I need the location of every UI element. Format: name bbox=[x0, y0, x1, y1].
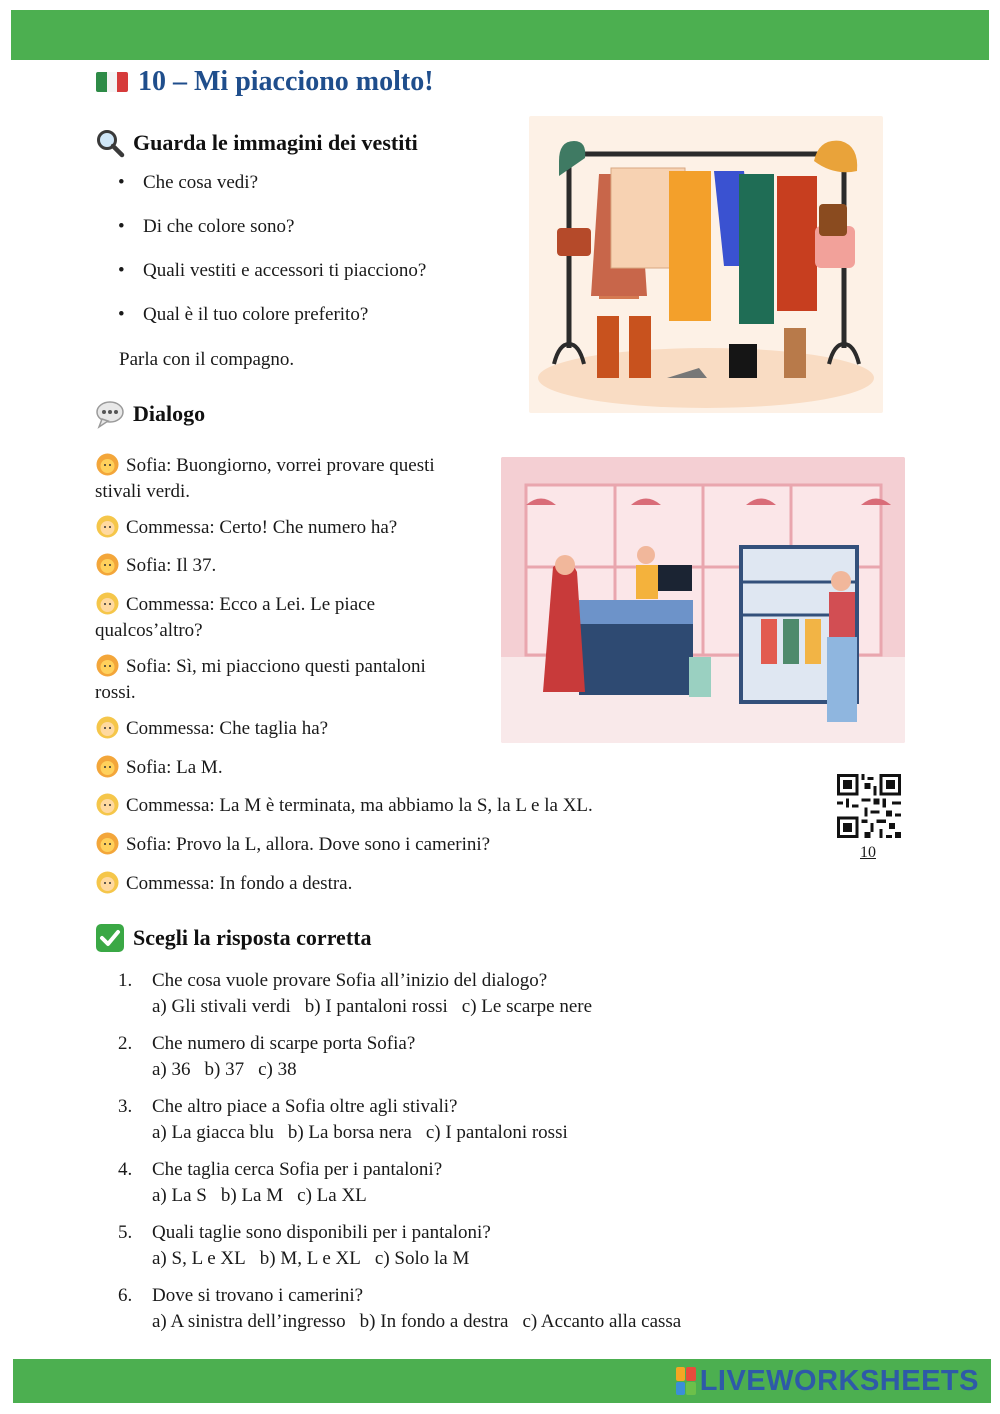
dialog-line: Commessa: La M è terminata, ma abbiamo la S, la L e la XL. bbox=[95, 792, 593, 819]
quiz-question: 2. Che numero di scarpe porta Sofia? a) 36 b) 37 c) 38 bbox=[118, 1033, 416, 1080]
quiz-question: 1. Che cosa vuole provare Sofia all’inizio del dialogo? a) Gli stivali verdi b) I pantaloni rossi c) Le scarpe nere bbox=[118, 970, 593, 1017]
clothes-rack-illustration bbox=[529, 116, 883, 413]
answer-option[interactable]: c) La XL bbox=[297, 1185, 367, 1206]
dialog-line: Commessa: In fondo a destra. bbox=[95, 870, 352, 897]
answer-option[interactable]: c) 38 bbox=[258, 1059, 297, 1080]
look-question-list bbox=[118, 172, 426, 348]
list-item: • Quali vestiti e accessori ti piacciono? bbox=[118, 260, 426, 304]
page-title-text: 10 – Mi piacciono molto! bbox=[138, 66, 434, 97]
quiz-question: 4. Che taglia cerca Sofia per i pantaloni? a) La S b) La M c) La XL bbox=[118, 1159, 443, 1206]
answer-option[interactable]: c) Le scarpe nere bbox=[461, 996, 593, 1017]
sofia-emoji-icon bbox=[95, 831, 120, 856]
page-title bbox=[96, 66, 434, 98]
list-item: • Di che colore sono? bbox=[118, 216, 426, 260]
shop-assistant-emoji-icon bbox=[95, 792, 120, 817]
dialog-line: Sofia: La M. bbox=[95, 754, 223, 781]
answer-option[interactable]: b) In fondo a destra bbox=[359, 1311, 509, 1332]
sofia-emoji-icon bbox=[95, 653, 120, 678]
dialog-line: Sofia: Il 37. bbox=[95, 552, 216, 579]
answer-option[interactable]: a) La giacca blu bbox=[152, 1122, 274, 1143]
dialog-line: Sofia: Provo la L, allora. Dove sono i camerini? bbox=[95, 831, 490, 858]
quiz-question: 6. Dove si trovano i camerini? a) A sinistra dell’ingresso b) In fondo a destra c) Accanto alla cassa bbox=[118, 1285, 682, 1332]
italy-flag-icon bbox=[96, 72, 128, 92]
dialog-line: Commessa: Che taglia ha? bbox=[95, 715, 328, 742]
dialog-heading-text: Dialogo bbox=[133, 401, 206, 426]
answer-option[interactable]: b) La borsa nera bbox=[287, 1122, 412, 1143]
bottom-banner bbox=[13, 1359, 991, 1403]
qr-code-link[interactable]: 10 bbox=[860, 844, 876, 861]
list-item: • Qual è il tuo colore preferito? bbox=[118, 304, 426, 348]
sofia-emoji-icon bbox=[95, 552, 120, 577]
check-mark-icon bbox=[95, 923, 125, 953]
quiz-question: 5. Quali taglie sono disponibili per i pantaloni? a) S, L e XL b) M, L e XL c) Solo la M bbox=[118, 1222, 491, 1269]
quiz-question-list bbox=[118, 968, 695, 1346]
answer-option[interactable]: a) 36 bbox=[152, 1059, 191, 1080]
qr-code[interactable] bbox=[837, 774, 901, 838]
dialog-line: Commessa: Certo! Che numero ha? bbox=[95, 514, 397, 541]
quiz-question: 3. Che altro piace a Sofia oltre agli stivali? a) La giacca blu b) La borsa nera c) I pantaloni rossi bbox=[118, 1096, 568, 1143]
dialog-line: Sofia: Sì, mi piacciono questi pantaloni rossi. bbox=[95, 653, 460, 706]
answer-option[interactable]: b) I pantaloni rossi bbox=[304, 996, 448, 1017]
look-heading-text: Guarda le immagini dei vestiti bbox=[133, 130, 418, 155]
answer-option[interactable]: a) A sinistra dell’ingresso bbox=[152, 1311, 346, 1332]
answer-option[interactable]: c) I pantaloni rossi bbox=[425, 1122, 568, 1143]
quiz-heading-text: Scegli la risposta corretta bbox=[133, 925, 372, 950]
speech-bubble-icon bbox=[95, 399, 125, 429]
magnifier-icon bbox=[95, 128, 125, 158]
liveworksheets-logo-icon bbox=[676, 1367, 696, 1395]
answer-option[interactable]: b) La M bbox=[220, 1185, 284, 1206]
answer-option[interactable]: a) La S bbox=[152, 1185, 207, 1206]
brand-name: LIVEWORKSHEETS bbox=[699, 1364, 979, 1397]
shop-assistant-emoji-icon bbox=[95, 715, 120, 740]
shop-assistant-emoji-icon bbox=[95, 514, 120, 539]
look-instruction: Parla con il compagno. bbox=[119, 349, 295, 370]
quiz-heading bbox=[95, 923, 371, 953]
look-heading bbox=[95, 128, 418, 158]
answer-option[interactable]: a) S, L e XL bbox=[152, 1248, 246, 1269]
dialog-line: Commessa: Ecco a Lei. Le piace qualcos’altro? bbox=[95, 591, 425, 644]
shop-assistant-emoji-icon bbox=[95, 870, 120, 895]
liveworksheets-logo[interactable] bbox=[676, 1363, 979, 1399]
answer-option[interactable]: c) Solo la M bbox=[374, 1248, 470, 1269]
list-item: • Che cosa vedi? bbox=[118, 172, 426, 216]
answer-option[interactable]: c) Accanto alla cassa bbox=[522, 1311, 682, 1332]
sofia-emoji-icon bbox=[95, 452, 120, 477]
top-banner bbox=[11, 10, 989, 60]
dialog-heading bbox=[95, 399, 205, 429]
answer-option[interactable]: b) M, L e XL bbox=[259, 1248, 361, 1269]
dialog-line: Sofia: Buongiorno, vorrei provare questi stivali verdi. bbox=[95, 452, 465, 505]
shop-illustration bbox=[501, 457, 905, 743]
sofia-emoji-icon bbox=[95, 754, 120, 779]
answer-option[interactable]: a) Gli stivali verdi bbox=[152, 996, 291, 1017]
shop-assistant-emoji-icon bbox=[95, 591, 120, 616]
answer-option[interactable]: b) 37 bbox=[204, 1059, 245, 1080]
